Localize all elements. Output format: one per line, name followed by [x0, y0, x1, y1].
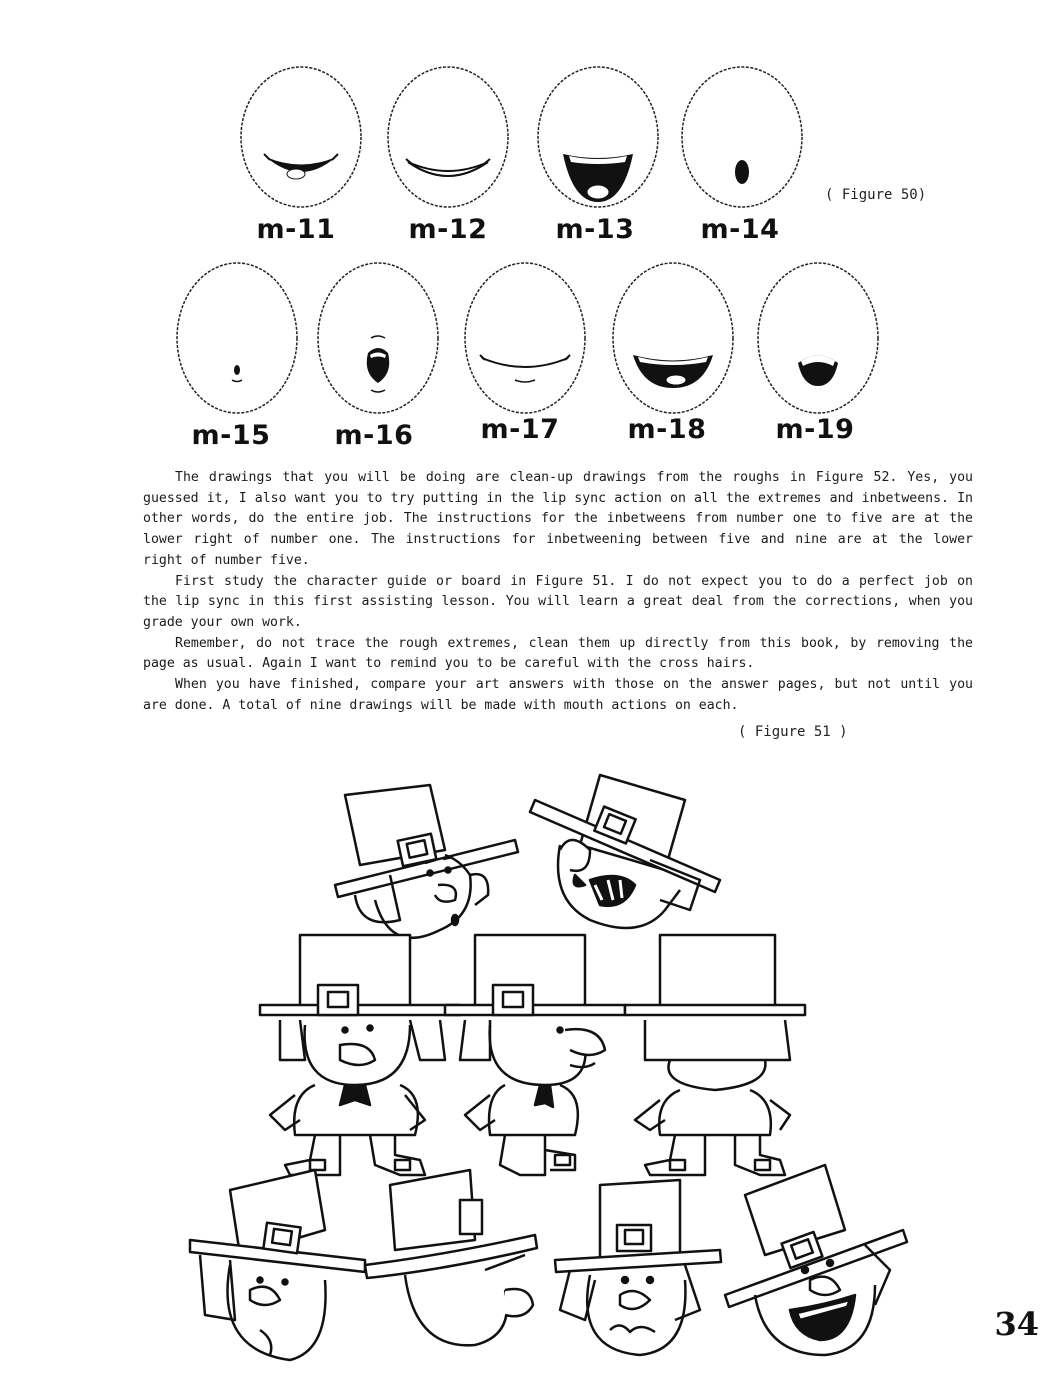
paragraph: When you have finished, compare your art answers with those on the answer pages, but not until you are done. A total of nine drawings will be made with mouth actions on each.	[143, 677, 973, 713]
pilgrim-head-5	[555, 1180, 721, 1355]
mouth-chart-m-19	[753, 258, 883, 418]
mouth-label-m-17: m-17	[480, 414, 560, 445]
mouth-chart-m-13	[533, 62, 663, 212]
mouth-label-m-13: m-13	[555, 214, 635, 245]
pilgrim-head-6	[725, 1165, 907, 1355]
mouth-chart-m-18	[608, 258, 738, 418]
mouth-chart-m-14	[677, 62, 807, 212]
paragraph: First study the character guide or board in Figure 51. I do not expect you to do a perfect job on the lip sync in this first assisting lesson. You will learn a great deal from the corrections, when you grade your own work.	[143, 573, 973, 630]
paragraph: The drawings that you will be doing are clean-up drawings from the roughs in Figure 52. Yes, you guessed it, I also want you to try putting in the lip sync action on all the extremes and inbetweens. In other words, do the entire job. The instructions for the inbetweens from number one to five are at the lower right of number one. The instructions for inbetweening between five and nine are at the lower right of number five.	[143, 470, 973, 568]
paragraph: Remember, do not trace the rough extremes, clean them up directly from this book, by removing the page as usual. Again I want to remind you to be careful with the cross hairs.	[143, 635, 973, 672]
mouth-chart-m-12	[383, 62, 513, 212]
page-number: 34	[994, 1305, 1039, 1343]
mouth-label-m-11: m-11	[256, 214, 336, 245]
mouth-label-m-19: m-19	[775, 414, 855, 445]
instruction-text	[143, 468, 973, 716]
mouth-label-m-18: m-18	[627, 414, 707, 445]
mouth-label-m-14: m-14	[700, 214, 780, 245]
pilgrim-head-4	[365, 1170, 537, 1345]
mouth-label-m-15: m-15	[191, 420, 271, 451]
pilgrim-head-2	[530, 775, 720, 928]
mouth-chart-m-17	[460, 258, 590, 418]
mouth-chart-m-16	[313, 258, 443, 418]
mouth-chart-m-11	[236, 62, 366, 212]
pilgrim-body-back	[625, 935, 805, 1175]
mouth-label-m-16: m-16	[334, 420, 414, 451]
pilgrim-head-1	[335, 785, 518, 938]
pilgrim-head-3	[190, 1170, 365, 1360]
character-board-illustration	[180, 750, 940, 1380]
pilgrim-body-front	[260, 935, 460, 1175]
pilgrim-body-side	[445, 935, 625, 1175]
figure-50-caption: ( Figure 50)	[825, 187, 927, 203]
mouth-chart-m-15	[172, 258, 302, 418]
mouth-label-m-12: m-12	[408, 214, 488, 245]
figure-51-caption: ( Figure 51 )	[738, 724, 848, 740]
